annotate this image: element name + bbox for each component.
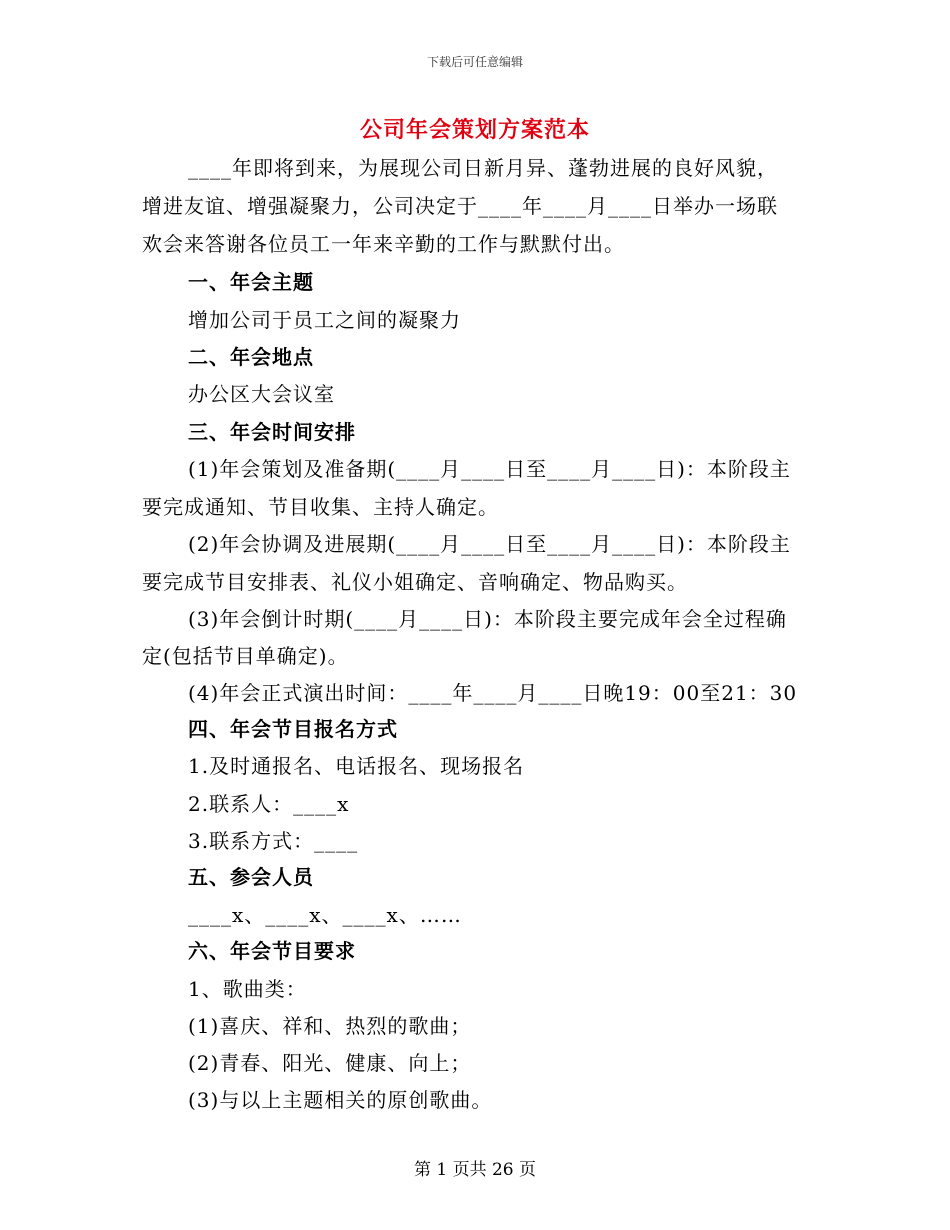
- body-paragraph: (4)年会正式演出时间：____年____月____日晚19：00至21：30: [188, 681, 798, 705]
- body-paragraph: (3)年会倒计时期(____月____日)：本阶段主要完成年会全过程确: [188, 607, 787, 631]
- list-item: 1.及时通报名、电话报名、现场报名: [188, 754, 525, 778]
- body-paragraph: 办公区大会议室: [188, 382, 335, 406]
- body-paragraph: (2)年会协调及进展期(____月____日至____月____日)：本阶段主: [188, 532, 791, 556]
- body-paragraph: ____年即将到来，为展现公司日新月异、蓬勃进展的良好风貌，: [188, 156, 778, 180]
- section-heading: 六、年会节目要求: [188, 939, 356, 963]
- section-heading: 五、参会人员: [188, 865, 314, 889]
- body-paragraph: 定(包括节目单确定)。: [142, 644, 349, 668]
- list-item: 2.联系人：____x: [188, 792, 350, 816]
- body-paragraph: 欢会来答谢各位员工一年来辛勤的工作与默默付出。: [142, 232, 625, 256]
- page-header: 下载后可任意编辑: [426, 55, 523, 69]
- body-paragraph: 增加公司于员工之间的凝聚力: [188, 308, 461, 332]
- document-title: 公司年会策划方案范本: [359, 117, 590, 143]
- body-paragraph: 要完成节目安排表、礼仪小姐确定、音响确定、物品购买。: [142, 570, 688, 594]
- list-item: 3.联系方式：____: [188, 829, 359, 853]
- section-heading: 一、年会主题: [188, 270, 314, 294]
- section-heading: 四、年会节目报名方式: [188, 717, 398, 741]
- list-item: (1)喜庆、祥和、热烈的歌曲；: [188, 1014, 472, 1038]
- section-heading: 二、年会地点: [188, 345, 314, 369]
- list-item: 1、歌曲类：: [188, 977, 307, 1001]
- section-heading: 三、年会时间安排: [188, 420, 356, 444]
- list-item: (2)青春、阳光、健康、向上；: [188, 1051, 472, 1075]
- body-paragraph: ____x、____x、____x、……: [188, 903, 462, 927]
- page-footer: 第 1 页共 26 页: [413, 1160, 537, 1180]
- list-item: (3)与以上主题相关的原创歌曲。: [188, 1088, 493, 1112]
- body-paragraph: 增进友谊、增强凝聚力，公司决定于____年____月____日举办一场联: [142, 194, 778, 218]
- body-paragraph: 要完成通知、节目收集、主持人确定。: [142, 495, 499, 519]
- body-paragraph: (1)年会策划及准备期(____月____日至____月____日)：本阶段主: [188, 457, 791, 481]
